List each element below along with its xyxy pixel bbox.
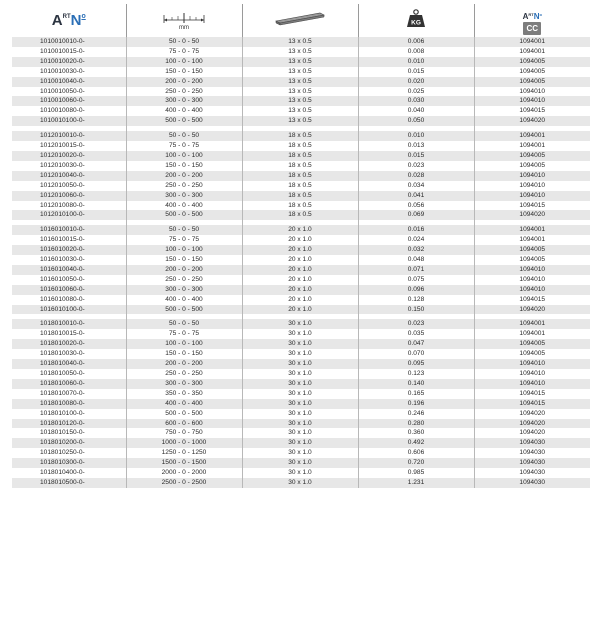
table-row — [12, 96, 590, 106]
cell-weight: 0.006 — [358, 37, 474, 47]
cell-weight: 0.015 — [358, 151, 474, 161]
cell-length: 200 - 0 - 200 — [126, 359, 242, 369]
table-row — [12, 37, 590, 47]
table-row — [12, 295, 590, 305]
cell-weight: 0.023 — [358, 161, 474, 171]
cell-length: 250 - 0 - 250 — [126, 181, 242, 191]
art-no-logo: A RT N o — [51, 11, 86, 29]
cell-weight: 0.050 — [358, 116, 474, 126]
cell-art-no: 1010010015-0- — [12, 47, 126, 57]
cell-art-no: 1012010010-0- — [12, 131, 126, 141]
table-row — [12, 458, 590, 468]
cell-profile: 30 x 1.0 — [242, 369, 358, 379]
cell-art-no: 1018010030-0- — [12, 349, 126, 359]
cell-art-no: 1018010100-0- — [12, 409, 126, 419]
cell-profile: 30 x 1.0 — [242, 349, 358, 359]
cell-weight: 0.010 — [358, 131, 474, 141]
cell-cc-number: 1094020 — [474, 419, 590, 429]
cell-cc-number: 1094015 — [474, 106, 590, 116]
cell-cc-number: 1094015 — [474, 295, 590, 305]
cell-weight: 0.096 — [358, 285, 474, 295]
cell-art-no: 1010010030-0- — [12, 67, 126, 77]
cell-art-no: 1018010020-0- — [12, 339, 126, 349]
cell-length: 400 - 0 - 400 — [126, 295, 242, 305]
table-row — [12, 255, 590, 265]
cell-weight: 0.606 — [358, 448, 474, 458]
cell-profile: 18 x 0.5 — [242, 171, 358, 181]
cell-length: 75 - 0 - 75 — [126, 141, 242, 151]
cell-art-no: 1018010060-0- — [12, 379, 126, 389]
cell-cc-number: 1094015 — [474, 201, 590, 211]
cell-cc-number: 1094020 — [474, 409, 590, 419]
cell-weight: 0.015 — [358, 67, 474, 77]
cell-profile: 18 x 0.5 — [242, 161, 358, 171]
cell-profile: 13 x 0.5 — [242, 37, 358, 47]
cell-length: 100 - 0 - 100 — [126, 245, 242, 255]
cell-art-no: 1016010060-0- — [12, 285, 126, 295]
table-row — [12, 478, 590, 488]
cell-length: 400 - 0 - 400 — [126, 106, 242, 116]
cell-cc-number: 1094010 — [474, 87, 590, 97]
cell-cc-number: 1094005 — [474, 339, 590, 349]
cell-length: 50 - 0 - 50 — [126, 319, 242, 329]
cell-weight: 0.069 — [358, 210, 474, 220]
header-length — [126, 4, 242, 37]
cell-length: 75 - 0 - 75 — [126, 47, 242, 57]
table-row — [12, 67, 590, 77]
cell-length: 2000 - 0 - 2000 — [126, 468, 242, 478]
cell-profile: 30 x 1.0 — [242, 379, 358, 389]
cell-profile: 18 x 0.5 — [242, 141, 358, 151]
cell-length: 100 - 0 - 100 — [126, 57, 242, 67]
cell-cc-number: 1094020 — [474, 305, 590, 315]
cell-art-no: 1018010150-0- — [12, 428, 126, 438]
cell-art-no: 1018010120-0- — [12, 419, 126, 429]
cell-art-no: 1018010200-0- — [12, 438, 126, 448]
cell-cc-number: 1094020 — [474, 116, 590, 126]
cell-art-no: 1012010050-0- — [12, 181, 126, 191]
cell-weight: 0.070 — [358, 349, 474, 359]
cell-art-no: 1018010010-0- — [12, 319, 126, 329]
table-row — [12, 349, 590, 359]
table-row — [12, 468, 590, 478]
cell-weight: 0.075 — [358, 275, 474, 285]
cell-cc-number: 1094001 — [474, 37, 590, 47]
cell-cc-number: 1094001 — [474, 131, 590, 141]
cell-art-no: 1010010010-0- — [12, 37, 126, 47]
cell-cc-number: 1094010 — [474, 285, 590, 295]
cell-profile: 20 x 1.0 — [242, 265, 358, 275]
cell-length: 250 - 0 - 250 — [126, 275, 242, 285]
cell-weight: 0.071 — [358, 265, 474, 275]
table-row — [12, 409, 590, 419]
cell-art-no: 1018010500-0- — [12, 478, 126, 488]
cell-profile: 30 x 1.0 — [242, 409, 358, 419]
cell-cc-number: 1094010 — [474, 191, 590, 201]
cell-art-no: 1016010030-0- — [12, 255, 126, 265]
cell-cc-number: 1094015 — [474, 389, 590, 399]
cell-weight: 0.985 — [358, 468, 474, 478]
cell-cc-number: 1094030 — [474, 478, 590, 488]
cell-length: 750 - 0 - 750 — [126, 428, 242, 438]
table-row — [12, 339, 590, 349]
table-row — [12, 151, 590, 161]
cell-profile: 20 x 1.0 — [242, 305, 358, 315]
table-row — [12, 201, 590, 211]
table-row — [12, 428, 590, 438]
cell-profile: 30 x 1.0 — [242, 359, 358, 369]
table-row — [12, 87, 590, 97]
cell-cc-number: 1094030 — [474, 468, 590, 478]
cell-cc-number: 1094010 — [474, 379, 590, 389]
cell-profile: 13 x 0.5 — [242, 67, 358, 77]
cell-cc-number: 1094001 — [474, 225, 590, 235]
cell-cc-number: 1094005 — [474, 245, 590, 255]
cell-art-no: 1016010100-0- — [12, 305, 126, 315]
cell-art-no: 1018010040-0- — [12, 359, 126, 369]
table-row — [12, 245, 590, 255]
cell-art-no: 1018010080-0- — [12, 399, 126, 409]
cell-profile: 30 x 1.0 — [242, 448, 358, 458]
cell-profile: 13 x 0.5 — [242, 106, 358, 116]
cell-weight: 0.720 — [358, 458, 474, 468]
cell-weight: 0.196 — [358, 399, 474, 409]
table-body — [12, 37, 590, 488]
cell-cc-number: 1094030 — [474, 438, 590, 448]
cell-weight: 0.030 — [358, 96, 474, 106]
cell-profile: 30 x 1.0 — [242, 399, 358, 409]
cell-profile: 13 x 0.5 — [242, 87, 358, 97]
cell-profile: 13 x 0.5 — [242, 47, 358, 57]
header-cc — [474, 4, 590, 37]
table-row — [12, 225, 590, 235]
cell-profile: 18 x 0.5 — [242, 131, 358, 141]
cell-weight: 0.140 — [358, 379, 474, 389]
cell-weight: 0.123 — [358, 369, 474, 379]
cell-profile: 30 x 1.0 — [242, 478, 358, 488]
cell-profile: 30 x 1.0 — [242, 468, 358, 478]
cell-length: 150 - 0 - 150 — [126, 67, 242, 77]
cell-weight: 0.056 — [358, 201, 474, 211]
table-row — [12, 131, 590, 141]
weight-label: KG — [411, 19, 421, 27]
cell-weight: 0.034 — [358, 181, 474, 191]
cell-profile: 13 x 0.5 — [242, 77, 358, 87]
cell-art-no: 1018010250-0- — [12, 448, 126, 458]
cell-weight: 0.150 — [358, 305, 474, 315]
cell-profile: 13 x 0.5 — [242, 57, 358, 67]
cell-cc-number: 1094030 — [474, 448, 590, 458]
cell-art-no: 1012010060-0- — [12, 191, 126, 201]
cell-art-no: 1010010040-0- — [12, 77, 126, 87]
table-row — [12, 161, 590, 171]
cell-cc-number: 1094005 — [474, 57, 590, 67]
cell-weight: 0.023 — [358, 319, 474, 329]
cell-profile: 18 x 0.5 — [242, 181, 358, 191]
header-weight — [358, 4, 474, 37]
table-row — [12, 171, 590, 181]
table-row — [12, 369, 590, 379]
cell-weight: 0.492 — [358, 438, 474, 448]
table-row — [12, 438, 590, 448]
table-row — [12, 448, 590, 458]
table-row — [12, 379, 590, 389]
cell-length: 300 - 0 - 300 — [126, 379, 242, 389]
cell-weight: 0.165 — [358, 389, 474, 399]
cell-cc-number: 1094001 — [474, 235, 590, 245]
cell-cc-number: 1094005 — [474, 349, 590, 359]
cell-length: 500 - 0 - 500 — [126, 409, 242, 419]
cell-art-no: 1010010100-0- — [12, 116, 126, 126]
cell-art-no: 1012010020-0- — [12, 151, 126, 161]
cell-length: 250 - 0 - 250 — [126, 369, 242, 379]
table-row — [12, 329, 590, 339]
cell-weight: 0.128 — [358, 295, 474, 305]
table-row — [12, 47, 590, 57]
cell-cc-number: 1094030 — [474, 458, 590, 468]
table-row — [12, 235, 590, 245]
table-row — [12, 210, 590, 220]
cell-weight: 0.360 — [358, 428, 474, 438]
cell-length: 400 - 0 - 400 — [126, 399, 242, 409]
cell-cc-number: 1094005 — [474, 255, 590, 265]
table-row — [12, 285, 590, 295]
cell-art-no: 1018010300-0- — [12, 458, 126, 468]
table-row — [12, 57, 590, 67]
cell-profile: 30 x 1.0 — [242, 319, 358, 329]
table-row — [12, 141, 590, 151]
cell-length: 300 - 0 - 300 — [126, 191, 242, 201]
cc-badge: CC — [523, 22, 541, 35]
cell-length: 50 - 0 - 50 — [126, 225, 242, 235]
cell-profile: 20 x 1.0 — [242, 275, 358, 285]
cell-art-no: 1016010040-0- — [12, 265, 126, 275]
cell-cc-number: 1094005 — [474, 151, 590, 161]
profile-bar-icon — [273, 9, 327, 27]
cell-art-no: 1010010020-0- — [12, 57, 126, 67]
cell-art-no: 1016010050-0- — [12, 275, 126, 285]
cell-length: 300 - 0 - 300 — [126, 285, 242, 295]
cell-length: 75 - 0 - 75 — [126, 329, 242, 339]
cell-cc-number: 1094010 — [474, 181, 590, 191]
cell-cc-number: 1094020 — [474, 210, 590, 220]
cell-weight: 0.032 — [358, 245, 474, 255]
cell-length: 250 - 0 - 250 — [126, 87, 242, 97]
cell-art-no: 1016010020-0- — [12, 245, 126, 255]
cell-cc-number: 1094015 — [474, 399, 590, 409]
cell-weight: 1.231 — [358, 478, 474, 488]
table-row — [12, 419, 590, 429]
cell-art-no: 1018010070-0- — [12, 389, 126, 399]
cell-length: 500 - 0 - 500 — [126, 305, 242, 315]
table-row — [12, 389, 590, 399]
cell-art-no: 1010010080-0- — [12, 106, 126, 116]
cell-cc-number: 1094010 — [474, 96, 590, 106]
table-row — [12, 275, 590, 285]
cell-weight: 0.010 — [358, 57, 474, 67]
cell-art-no: 1012010030-0- — [12, 161, 126, 171]
cell-art-no: 1016010015-0- — [12, 235, 126, 245]
cell-art-no: 1018010400-0- — [12, 468, 126, 478]
cell-length: 600 - 0 - 600 — [126, 419, 242, 429]
table-row — [12, 319, 590, 329]
cell-length: 200 - 0 - 200 — [126, 171, 242, 181]
cell-weight: 0.008 — [358, 47, 474, 57]
cell-profile: 30 x 1.0 — [242, 458, 358, 468]
cell-profile: 18 x 0.5 — [242, 151, 358, 161]
cell-profile: 20 x 1.0 — [242, 225, 358, 235]
cell-weight: 0.016 — [358, 225, 474, 235]
cell-length: 350 - 0 - 350 — [126, 389, 242, 399]
cell-length: 2500 - 0 - 2500 — [126, 478, 242, 488]
cell-cc-number: 1094010 — [474, 265, 590, 275]
cell-length: 50 - 0 - 50 — [126, 37, 242, 47]
cell-cc-number: 1094010 — [474, 275, 590, 285]
cell-art-no: 1012010040-0- — [12, 171, 126, 181]
cell-profile: 13 x 0.5 — [242, 116, 358, 126]
table-row — [12, 191, 590, 201]
cell-weight: 0.040 — [358, 106, 474, 116]
cell-length: 150 - 0 - 150 — [126, 349, 242, 359]
cell-profile: 20 x 1.0 — [242, 285, 358, 295]
cell-weight: 0.048 — [358, 255, 474, 265]
cell-length: 1250 - 0 - 1250 — [126, 448, 242, 458]
length-unit-label: mm — [179, 24, 189, 31]
cell-art-no: 1016010010-0- — [12, 225, 126, 235]
cell-weight: 0.020 — [358, 77, 474, 87]
cell-length: 75 - 0 - 75 — [126, 235, 242, 245]
cell-length: 100 - 0 - 100 — [126, 151, 242, 161]
cell-weight: 0.246 — [358, 409, 474, 419]
cell-length: 150 - 0 - 150 — [126, 161, 242, 171]
cell-profile: 30 x 1.0 — [242, 329, 358, 339]
table-header-row — [12, 4, 590, 37]
cell-length: 50 - 0 - 50 — [126, 131, 242, 141]
cell-weight: 0.028 — [358, 171, 474, 181]
cell-profile: 30 x 1.0 — [242, 428, 358, 438]
cell-length: 200 - 0 - 200 — [126, 265, 242, 275]
table-row — [12, 77, 590, 87]
cell-profile: 30 x 1.0 — [242, 389, 358, 399]
weight-icon — [406, 8, 426, 28]
cell-length: 200 - 0 - 200 — [126, 77, 242, 87]
table-row — [12, 181, 590, 191]
cell-profile: 18 x 0.5 — [242, 210, 358, 220]
cell-art-no: 1010010050-0- — [12, 87, 126, 97]
cell-weight: 0.095 — [358, 359, 474, 369]
cell-length: 150 - 0 - 150 — [126, 255, 242, 265]
cell-cc-number: 1094010 — [474, 171, 590, 181]
cell-profile: 20 x 1.0 — [242, 295, 358, 305]
cell-art-no: 1010010060-0- — [12, 96, 126, 106]
cell-cc-number: 1094010 — [474, 369, 590, 379]
cell-weight: 0.025 — [358, 87, 474, 97]
table-row — [12, 116, 590, 126]
cell-length: 400 - 0 - 400 — [126, 201, 242, 211]
cell-cc-number: 1094005 — [474, 77, 590, 87]
cell-cc-number: 1094005 — [474, 67, 590, 77]
table-row — [12, 265, 590, 275]
cell-length: 300 - 0 - 300 — [126, 96, 242, 106]
cell-art-no: 1016010080-0- — [12, 295, 126, 305]
cell-cc-number: 1094001 — [474, 47, 590, 57]
table-row — [12, 399, 590, 409]
cell-weight: 0.035 — [358, 329, 474, 339]
cell-weight: 0.041 — [358, 191, 474, 201]
product-table — [12, 4, 590, 488]
header-art-no — [12, 4, 126, 37]
cell-cc-number: 1094001 — [474, 141, 590, 151]
cell-profile: 30 x 1.0 — [242, 438, 358, 448]
cell-profile: 30 x 1.0 — [242, 339, 358, 349]
table-row — [12, 305, 590, 315]
cell-profile: 20 x 1.0 — [242, 255, 358, 265]
cc-art-no-logo: A RT N o — [522, 12, 542, 21]
ruler-icon — [162, 12, 206, 24]
cell-cc-number: 1094005 — [474, 161, 590, 171]
cell-cc-number: 1094010 — [474, 359, 590, 369]
cell-length: 100 - 0 - 100 — [126, 339, 242, 349]
cell-cc-number: 1094001 — [474, 329, 590, 339]
cell-length: 500 - 0 - 500 — [126, 210, 242, 220]
cell-cc-number: 1094001 — [474, 319, 590, 329]
table-row — [12, 359, 590, 369]
cell-art-no: 1012010100-0- — [12, 210, 126, 220]
table-row — [12, 106, 590, 116]
cell-length: 1000 - 0 - 1000 — [126, 438, 242, 448]
cell-profile: 20 x 1.0 — [242, 235, 358, 245]
cell-profile: 20 x 1.0 — [242, 245, 358, 255]
cell-art-no: 1012010015-0- — [12, 141, 126, 151]
cell-art-no: 1018010050-0- — [12, 369, 126, 379]
cell-art-no: 1012010080-0- — [12, 201, 126, 211]
cell-length: 500 - 0 - 500 — [126, 116, 242, 126]
cell-length: 1500 - 0 - 1500 — [126, 458, 242, 468]
cell-profile: 18 x 0.5 — [242, 191, 358, 201]
cell-profile: 30 x 1.0 — [242, 419, 358, 429]
cell-weight: 0.024 — [358, 235, 474, 245]
cell-weight: 0.280 — [358, 419, 474, 429]
header-profile — [242, 4, 358, 37]
cell-profile: 13 x 0.5 — [242, 96, 358, 106]
cell-art-no: 1018010015-0- — [12, 329, 126, 339]
cell-cc-number: 1094020 — [474, 428, 590, 438]
cell-weight: 0.047 — [358, 339, 474, 349]
cell-profile: 18 x 0.5 — [242, 201, 358, 211]
cell-weight: 0.013 — [358, 141, 474, 151]
